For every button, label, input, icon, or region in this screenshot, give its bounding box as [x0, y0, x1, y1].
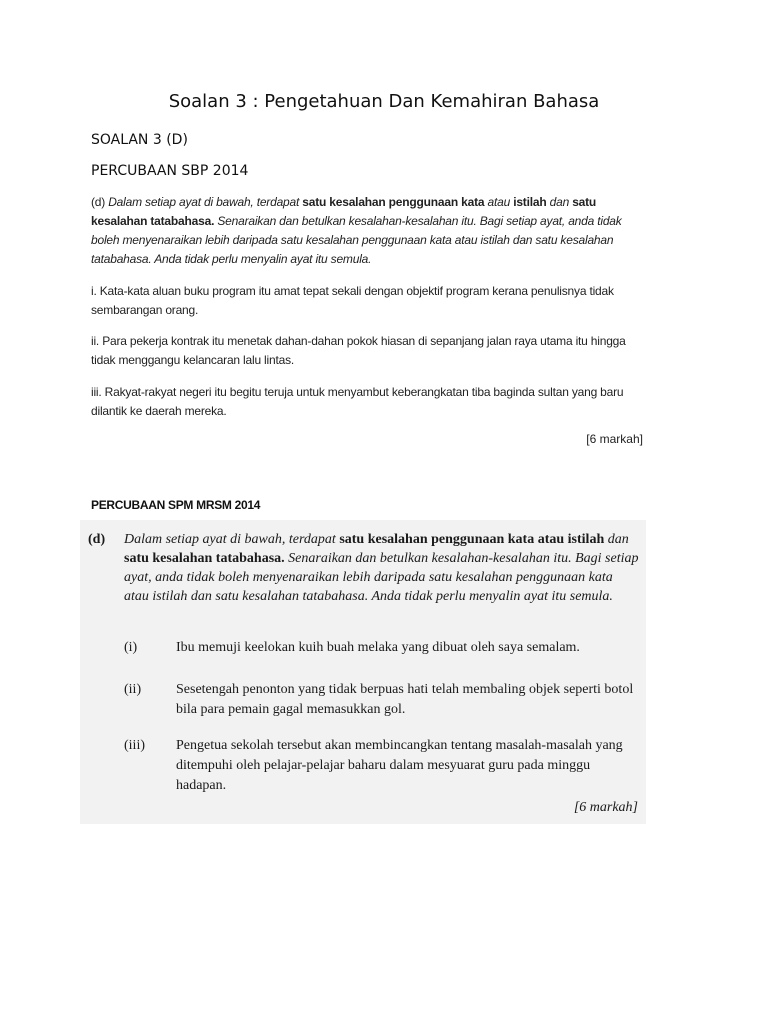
mrsm-item-2-number: (ii) — [124, 682, 142, 697]
mrsm-item-1-text: Ibu memuji keelokan kuih buah melaka yang dibuat oleh saya semalam. — [176, 640, 580, 655]
sbp-heading: PERCUBAAN SBP 2014 — [91, 163, 249, 179]
sbp-item-2: ii. Para pekerja kontrak itu menetak dahan-dahan pokok hiasan di sepanjang jalan raya utama itu hingga tidak menggangu kelancaran lalu lintas. — [91, 334, 626, 367]
mrsm-heading: PERCUBAAN SPM MRSM 2014 — [91, 498, 261, 512]
mrsm-marks: [6 markah] — [573, 800, 638, 815]
mrsm-instructions — [88, 530, 640, 606]
scanned-exam-excerpt — [80, 520, 646, 824]
sbp-intro-bold2: istilah — [513, 195, 547, 209]
sbp-label: (d) — [91, 195, 106, 209]
mrsm-label: (d) — [88, 532, 106, 547]
mrsm-item-3-number: (iii) — [124, 738, 145, 753]
mrsm-item-3-text: Pengetua sekolah tersebut akan membincangkan tentang masalah-masalah yang ditempuhi oleh pelajar-pelajar baharu dalam mesyuarat guru pada minggu hadapan. — [176, 738, 623, 793]
mrsm-intro-bold1: satu kesalahan penggunaan kata atau istilah — [339, 532, 605, 547]
sbp-intro-bold1: satu kesalahan penggunaan kata — [302, 195, 485, 209]
sbp-intro-part3: dan — [549, 195, 570, 209]
mrsm-item-3 — [88, 736, 640, 796]
sbp-item-3: iii. Rakyat-rakyat negeri itu begitu teruja untuk menyambut keberangkatan tiba baginda sultan yang baru dilantik ke daerah mereka. — [91, 385, 624, 418]
mrsm-item-2 — [88, 680, 640, 720]
sbp-item-1: i. Kata-kata aluan buku program itu amat tepat sekali dengan objektif program kerana penulisnya tidak sembarangan orang. — [91, 284, 614, 317]
mrsm-intro-part1: Dalam setiap ayat di bawah, terdapat — [124, 532, 336, 547]
mrsm-intro-bold2: satu kesalahan tatabahasa. — [124, 551, 285, 566]
question-heading: SOALAN 3 (D) — [91, 132, 188, 148]
sbp-marks: [6 markah] — [586, 432, 643, 446]
sbp-intro-bold3: satu kesalahan tatabahasa. — [91, 195, 597, 228]
sbp-intro-part4: Senaraikan dan betulkan kesalahan-kesalahan itu. Bagi setiap ayat, anda tidak boleh menyenaraikan lebih daripada satu kesalahan penggunaan kata atau istilah dan satu kesalahan tatabahasa. Anda tidak perlu menyalin ayat itu semula. — [91, 214, 622, 266]
page-title: Soalan 3 : Pengetahuan Dan Kemahiran Bahasa — [168, 91, 600, 112]
mrsm-item-1 — [88, 638, 640, 658]
mrsm-intro-part2: dan — [607, 532, 629, 547]
sbp-intro-part1: Dalam setiap ayat di bawah, terdapat — [108, 195, 300, 209]
mrsm-item-2-text: Sesetengah penonton yang tidak berpuas hati telah membaling objek seperti botol bila para pemain gagal memasukkan gol. — [176, 682, 634, 717]
mrsm-item-1-number: (i) — [124, 640, 138, 655]
sbp-instructions — [91, 193, 651, 269]
mrsm-intro-part3: Senaraikan dan betulkan kesalahan-kesalahan itu. Bagi setiap ayat, anda tidak boleh menyenaraikan lebih daripada satu kesalahan penggunaan kata atau istilah dan satu kesalahan tatabahasa. Anda tidak perlu menyalin ayat itu semula. — [124, 551, 639, 604]
sbp-intro-part2: atau — [487, 195, 511, 209]
